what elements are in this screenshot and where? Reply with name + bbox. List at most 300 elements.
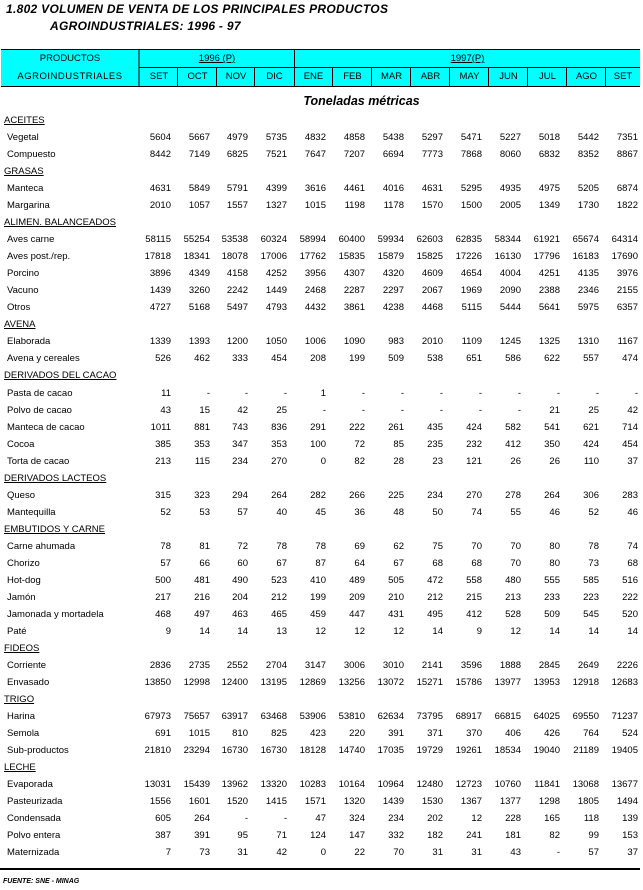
value-cell: 412 — [505, 438, 521, 450]
table-row — [0, 776, 643, 793]
value-cell: 62 — [393, 540, 404, 552]
value-cell: 19261 — [455, 745, 482, 757]
value-cell: 6694 — [382, 149, 404, 161]
value-cell: 555 — [544, 574, 560, 586]
value-cell: 1339 — [149, 336, 171, 348]
value-cell: 350 — [544, 438, 560, 450]
value-cell: 5438 — [382, 132, 404, 144]
header-month-8: MAY — [459, 71, 480, 82]
value-cell: 1494 — [616, 796, 638, 808]
header-month-2: NOV — [225, 71, 247, 82]
value-cell: 8352 — [577, 149, 599, 161]
value-cell: 78 — [315, 540, 326, 552]
value-cell: 58344 — [494, 234, 521, 246]
category-label: ALIMEN. BALANCEADOS — [4, 217, 116, 229]
table-header — [1, 49, 640, 87]
value-cell: 1439 — [149, 285, 171, 297]
value-cell: 204 — [232, 591, 248, 603]
value-cell: 181 — [505, 830, 521, 842]
value-cell: 13320 — [260, 779, 287, 791]
value-cell: 586 — [505, 353, 521, 365]
value-cell: 468 — [155, 608, 171, 620]
header-month-7: ABR — [420, 71, 441, 82]
value-cell: - — [361, 387, 365, 399]
value-cell: 17796 — [533, 251, 560, 263]
value-cell: 447 — [349, 608, 365, 620]
product-label: Paté — [7, 625, 27, 637]
value-cell: 15835 — [338, 251, 365, 263]
product-label: Hot-dog — [7, 574, 41, 586]
table-row — [0, 282, 643, 299]
value-cell: 100 — [310, 438, 326, 450]
product-label: Chorizo — [7, 557, 40, 569]
value-cell: 324 — [349, 813, 365, 825]
value-cell: 121 — [466, 455, 482, 467]
value-cell: 353 — [271, 438, 287, 450]
value-cell: - — [556, 847, 560, 859]
value-cell: 500 — [155, 574, 171, 586]
table-row — [0, 487, 643, 504]
value-cell: 52 — [588, 506, 599, 518]
value-cell: 15879 — [377, 251, 404, 263]
value-cell: 14 — [588, 625, 599, 637]
value-cell: 46 — [549, 506, 560, 518]
value-cell: 213 — [505, 591, 521, 603]
value-cell: 12480 — [416, 779, 443, 791]
value-cell: 4832 — [304, 132, 326, 144]
value-cell: 21810 — [144, 745, 171, 757]
value-cell: 17226 — [455, 251, 482, 263]
value-cell: 5497 — [226, 302, 248, 314]
value-cell: 2226 — [616, 660, 638, 671]
product-label: Cocoa — [7, 438, 35, 450]
value-cell: 14 — [627, 625, 638, 637]
table-row — [0, 708, 643, 725]
value-cell: 2346 — [577, 285, 599, 297]
value-cell: 385 — [155, 438, 171, 450]
value-cell: 182 — [427, 830, 443, 842]
value-cell: 264 — [194, 813, 210, 825]
product-label: Sub-productos — [7, 745, 69, 757]
value-cell: 8442 — [149, 149, 171, 161]
value-cell: 2388 — [538, 285, 560, 297]
value-cell: 520 — [622, 608, 638, 620]
value-cell: 75 — [432, 540, 443, 552]
value-cell: 57 — [160, 557, 171, 569]
footer-rule — [0, 868, 640, 870]
value-cell: 68 — [627, 557, 638, 569]
value-cell: 1109 — [461, 336, 482, 348]
value-cell: 261 — [388, 421, 404, 433]
value-cell: 99 — [588, 830, 599, 842]
value-cell: - — [478, 387, 482, 399]
value-cell: 212 — [271, 591, 287, 603]
value-cell: 147 — [349, 830, 365, 842]
value-cell: 13977 — [494, 677, 521, 689]
value-cell: 233 — [544, 591, 560, 603]
value-cell: 12723 — [455, 779, 482, 791]
value-cell: 5641 — [538, 302, 560, 314]
product-label: Otros — [7, 302, 31, 314]
value-cell: 4461 — [343, 183, 365, 195]
product-label: Elaborada — [7, 336, 51, 348]
value-cell: 410 — [310, 574, 326, 586]
value-cell: 95 — [237, 830, 248, 842]
value-cell: 509 — [544, 608, 560, 620]
value-cell: 983 — [388, 336, 404, 348]
value-cell: 13031 — [144, 779, 171, 791]
table-row — [0, 299, 643, 316]
product-label: Pasta de cacao — [7, 387, 73, 399]
table-row — [0, 844, 643, 861]
value-cell: 836 — [271, 421, 287, 433]
value-cell: - — [400, 404, 404, 416]
product-label: Vegetal — [7, 132, 39, 144]
value-cell: 1090 — [343, 336, 365, 348]
value-cell: 10964 — [377, 779, 404, 791]
value-cell: 431 — [388, 608, 404, 620]
value-cell: 585 — [583, 574, 599, 586]
value-cell: 2067 — [421, 285, 443, 297]
product-label: Torta de cacao — [7, 455, 70, 467]
value-cell: 73 — [199, 847, 210, 859]
value-cell: 810 — [232, 728, 248, 740]
value-cell: 5115 — [461, 302, 482, 314]
value-cell: 21 — [549, 404, 560, 416]
value-cell: 57 — [588, 847, 599, 859]
value-cell: 2010 — [149, 200, 171, 212]
table-row — [0, 810, 643, 827]
value-cell: 3976 — [616, 268, 638, 280]
category-row — [0, 521, 643, 538]
category-row — [0, 759, 643, 776]
value-cell: 0 — [320, 847, 326, 859]
value-cell: 621 — [583, 421, 599, 433]
value-cell: 1178 — [383, 200, 404, 212]
value-cell: 70 — [471, 540, 482, 552]
header-month-3: DIC — [266, 71, 283, 82]
value-cell: 110 — [583, 455, 599, 467]
value-cell: 241 — [466, 830, 482, 842]
value-cell: 21189 — [573, 745, 599, 757]
value-cell: 2297 — [382, 285, 404, 297]
value-cell: 764 — [583, 728, 599, 740]
value-cell: 40 — [276, 506, 287, 518]
value-cell: 6357 — [616, 302, 638, 314]
value-cell: 12683 — [611, 677, 638, 689]
value-cell: 59934 — [377, 234, 404, 246]
value-cell: 4399 — [265, 183, 287, 195]
value-cell: 213 — [155, 455, 171, 467]
value-cell: 605 — [155, 813, 171, 825]
value-cell: 235 — [427, 438, 443, 450]
value-cell: 58994 — [299, 234, 326, 246]
value-cell: 1571 — [304, 796, 326, 808]
value-cell: 622 — [544, 353, 560, 365]
product-label: Vacuno — [7, 285, 39, 297]
value-cell: 3260 — [188, 285, 210, 297]
value-cell: - — [517, 404, 521, 416]
value-cell: - — [556, 387, 560, 399]
value-cell: 37 — [627, 847, 638, 859]
value-cell: 50 — [432, 506, 443, 518]
value-cell: 37 — [627, 455, 638, 467]
value-cell: 13962 — [221, 779, 248, 791]
value-cell: 406 — [505, 728, 521, 740]
value-cell: 2155 — [616, 285, 638, 297]
value-cell: 25 — [276, 404, 287, 416]
header-productos-line1: PRODUCTOS — [39, 53, 101, 64]
value-cell: 4631 — [149, 183, 171, 195]
value-cell: 454 — [622, 438, 638, 450]
value-cell: 66 — [199, 557, 210, 569]
product-label: Margarina — [7, 200, 50, 212]
value-cell: 2287 — [343, 285, 365, 297]
value-cell: 5471 — [460, 132, 482, 144]
table-row — [0, 402, 643, 419]
value-cell: 1015 — [304, 200, 326, 212]
value-cell: 70 — [510, 557, 521, 569]
value-cell: 347 — [232, 438, 248, 450]
value-cell: 68917 — [455, 711, 482, 723]
value-cell: 234 — [388, 813, 404, 825]
product-label: Jamón — [7, 591, 36, 603]
value-cell: 1298 — [538, 796, 560, 808]
table-row — [0, 419, 643, 436]
units-label: Toneladas métricas — [303, 94, 420, 108]
value-cell: 2735 — [188, 660, 210, 671]
table-title-line2: AGROINDUSTRIALES: 1996 - 97 — [50, 19, 241, 33]
value-cell: 199 — [310, 591, 326, 603]
value-cell: 825 — [271, 728, 287, 740]
value-cell: 8060 — [499, 149, 521, 161]
value-cell: 2005 — [499, 200, 521, 212]
table-row — [0, 674, 643, 691]
value-cell: 3616 — [304, 183, 326, 195]
value-cell: 1500 — [460, 200, 482, 212]
value-cell: 557 — [583, 353, 599, 365]
value-cell: 538 — [427, 353, 443, 365]
value-cell: 13195 — [260, 677, 287, 689]
value-cell: 12 — [315, 625, 326, 637]
value-cell: 46 — [627, 506, 638, 518]
value-cell: 124 — [310, 830, 326, 842]
value-cell: 6874 — [616, 183, 638, 195]
value-cell: 5168 — [188, 302, 210, 314]
value-cell: 42 — [237, 404, 248, 416]
value-cell: 315 — [155, 489, 171, 501]
product-label: Condensada — [7, 813, 61, 825]
value-cell: 424 — [466, 421, 482, 433]
table-row — [0, 827, 643, 844]
value-cell: 12 — [393, 625, 404, 637]
value-cell: - — [439, 387, 443, 399]
value-cell: 7647 — [304, 149, 326, 161]
value-cell: 9 — [165, 625, 171, 637]
value-cell: 714 — [622, 421, 638, 433]
value-cell: 16130 — [494, 251, 521, 263]
value-cell: 64314 — [611, 234, 638, 246]
header-month-6: MAR — [380, 71, 403, 82]
value-cell: 5975 — [577, 302, 599, 314]
value-cell: 5667 — [188, 132, 210, 144]
value-cell: 294 — [232, 489, 248, 501]
value-cell: 528 — [505, 608, 521, 620]
value-cell: 48 — [393, 506, 404, 518]
value-cell: 10164 — [338, 779, 365, 791]
value-cell: 222 — [349, 421, 365, 433]
category-label: GRASAS — [4, 166, 44, 178]
value-cell: 153 — [622, 830, 638, 842]
value-cell: 208 — [310, 353, 326, 365]
value-cell: 5444 — [499, 302, 521, 314]
value-cell: 5791 — [226, 183, 248, 195]
header-month-5: FEB — [343, 71, 362, 82]
value-cell: 1969 — [460, 285, 482, 297]
value-cell: 28 — [393, 455, 404, 467]
header-month-10: JUL — [539, 71, 556, 82]
category-row — [0, 214, 643, 231]
value-cell: 10760 — [494, 779, 521, 791]
value-cell: 465 — [271, 608, 287, 620]
value-cell: 18534 — [494, 745, 521, 757]
value-cell: 47 — [315, 813, 326, 825]
value-cell: 15271 — [416, 677, 443, 689]
value-cell: 31 — [432, 847, 443, 859]
product-label: Corriente — [7, 660, 47, 671]
value-cell: 4307 — [343, 268, 365, 280]
value-cell: 78 — [160, 540, 171, 552]
value-cell: 3596 — [460, 660, 482, 671]
value-cell: 370 — [466, 728, 482, 740]
value-cell: 10283 — [299, 779, 326, 791]
value-cell: 80 — [549, 540, 560, 552]
value-cell: - — [283, 813, 287, 825]
table-row — [0, 555, 643, 572]
value-cell: 75657 — [183, 711, 210, 723]
value-cell: 71237 — [611, 711, 638, 723]
table-row — [0, 350, 643, 367]
value-cell: 7351 — [616, 132, 638, 144]
value-cell: 82 — [354, 455, 365, 467]
table-row — [0, 657, 643, 674]
category-label: TRIGO — [4, 694, 35, 706]
value-cell: 15825 — [416, 251, 443, 263]
value-cell: 8867 — [616, 149, 638, 161]
value-cell: 63917 — [221, 711, 248, 723]
product-label: Envasado — [7, 677, 50, 689]
value-cell: 881 — [194, 421, 210, 433]
product-label: Queso — [7, 489, 35, 501]
value-cell: 118 — [583, 813, 599, 825]
value-cell: 216 — [194, 591, 210, 603]
value-cell: 480 — [505, 574, 521, 586]
value-cell: 2010 — [421, 336, 443, 348]
value-cell: 5297 — [421, 132, 443, 144]
value-cell: 1349 — [538, 200, 560, 212]
value-cell: 4935 — [499, 183, 521, 195]
value-cell: 17818 — [144, 251, 171, 263]
table-row — [0, 725, 643, 742]
value-cell: 1 — [320, 387, 326, 399]
value-cell: 12 — [354, 625, 365, 637]
value-cell: 2552 — [226, 660, 248, 671]
value-cell: 270 — [271, 455, 287, 467]
product-label: Aves carne — [7, 234, 55, 246]
product-label: Manteca de cacao — [7, 421, 85, 433]
value-cell: 4135 — [577, 268, 599, 280]
value-cell: 463 — [232, 608, 248, 620]
value-cell: 5227 — [499, 132, 521, 144]
table-row — [0, 146, 643, 163]
value-cell: 222 — [622, 591, 638, 603]
value-cell: 1449 — [265, 285, 287, 297]
value-cell: 62603 — [416, 234, 443, 246]
table-title-line1: 1.802 VOLUMEN DE VENTA DE LOS PRINCIPALES PRODUCTOS — [6, 2, 389, 16]
value-cell: 459 — [310, 608, 326, 620]
value-cell: 4252 — [265, 268, 287, 280]
value-cell: 43 — [510, 847, 521, 859]
value-cell: 490 — [232, 574, 248, 586]
value-cell: 18078 — [221, 251, 248, 263]
value-cell: - — [400, 387, 404, 399]
value-cell: 66815 — [494, 711, 521, 723]
value-cell: 212 — [427, 591, 443, 603]
product-label: Aves post./rep. — [7, 251, 71, 263]
value-cell: 4238 — [382, 302, 404, 314]
category-row — [0, 112, 643, 129]
value-cell: 582 — [505, 421, 521, 433]
product-label: Pasteurizada — [7, 796, 63, 808]
value-cell: 4654 — [460, 268, 482, 280]
header-year-1996: 1996 (P) — [198, 53, 236, 64]
product-label: Mantequilla — [7, 506, 56, 518]
value-cell: 17006 — [260, 251, 287, 263]
value-cell: 2141 — [421, 660, 443, 671]
value-cell: 1556 — [149, 796, 171, 808]
value-cell: 31 — [237, 847, 248, 859]
category-label: AVENA — [4, 319, 36, 331]
value-cell: 4975 — [538, 183, 560, 195]
value-cell: 1805 — [577, 796, 599, 808]
product-label: Semola — [7, 728, 40, 740]
product-label: Polvo de cacao — [7, 404, 72, 416]
value-cell: 7521 — [265, 149, 287, 161]
table-row — [0, 623, 643, 640]
value-cell: 210 — [388, 591, 404, 603]
value-cell: 391 — [194, 830, 210, 842]
value-cell: 545 — [583, 608, 599, 620]
value-cell: 63468 — [260, 711, 287, 723]
value-cell: 5205 — [577, 183, 599, 195]
value-cell: 234 — [427, 489, 443, 501]
category-label: DERIVADOS DEL CACAO — [4, 370, 117, 382]
value-cell: 558 — [466, 574, 482, 586]
value-cell: 12 — [471, 813, 482, 825]
value-cell: 225 — [388, 489, 404, 501]
value-cell: 1200 — [226, 336, 248, 348]
category-row — [0, 640, 643, 657]
value-cell: 220 — [349, 728, 365, 740]
header-month-9: JUN — [499, 71, 518, 82]
value-cell: 42 — [627, 404, 638, 416]
value-cell: 1015 — [188, 728, 210, 740]
value-cell: 23294 — [183, 745, 210, 757]
value-cell: 371 — [427, 728, 443, 740]
value-cell: 234 — [232, 455, 248, 467]
product-label: Jamonada y mortadela — [7, 608, 104, 620]
value-cell: 17035 — [377, 745, 404, 757]
